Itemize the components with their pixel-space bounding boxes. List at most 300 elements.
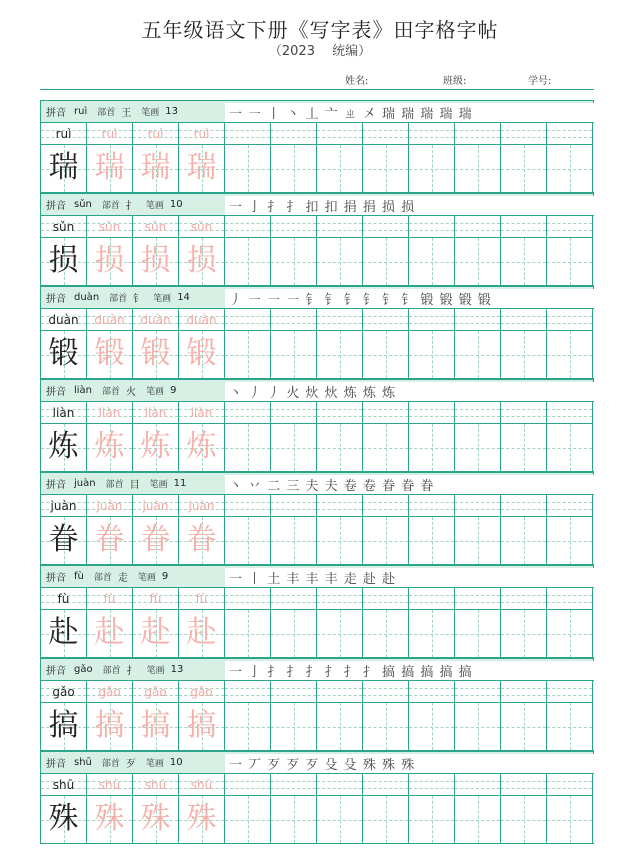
- character-info-bar: [40, 193, 594, 216]
- tianzige-cell[interactable]: [455, 145, 501, 192]
- character-trace: 瑞: [186, 150, 217, 185]
- header-divider: [40, 89, 594, 90]
- pinyin-model: ruì: [55, 127, 72, 141]
- tianzige-cell[interactable]: [179, 517, 225, 564]
- character-trace: 炼: [186, 429, 217, 464]
- pinyin-grid-row: [40, 681, 594, 703]
- tianzige-cell[interactable]: [455, 424, 501, 471]
- tianzige-cell[interactable]: [455, 517, 501, 564]
- pinyin-cell[interactable]: [87, 774, 133, 796]
- pinyin-trace: juàn: [96, 499, 123, 513]
- pinyin-label: 拼音: [46, 573, 66, 584]
- info-strokes: 14: [177, 292, 190, 303]
- hanzi-grid-row: [40, 331, 594, 379]
- pinyin-model: shū: [52, 778, 75, 792]
- info-radical: 王: [121, 108, 132, 119]
- tianzige-cell[interactable]: [133, 331, 179, 378]
- tianzige-cell[interactable]: [363, 331, 409, 378]
- tianzige-cell[interactable]: [363, 610, 409, 657]
- pinyin-cell[interactable]: [179, 216, 225, 238]
- tianzige-cell[interactable]: [179, 796, 225, 843]
- tianzige-cell[interactable]: [501, 703, 547, 750]
- pinyin-label: 拼音: [46, 759, 66, 770]
- tianzige-cell[interactable]: [501, 145, 547, 192]
- pinyin-cell[interactable]: [455, 402, 501, 424]
- tianzige-cell[interactable]: [317, 796, 363, 843]
- pinyin-cell[interactable]: [179, 774, 225, 796]
- tianzige-cell[interactable]: [87, 238, 133, 285]
- pinyin-model: fù: [57, 592, 70, 606]
- character-trace: 损: [186, 243, 217, 278]
- character-info-bar: [40, 472, 594, 495]
- stroke-order: 一 丨 土 丰 丰 丰 走 赴 赴: [225, 568, 595, 587]
- pinyin-cell[interactable]: [501, 681, 547, 703]
- pinyin-model: juàn: [50, 499, 77, 513]
- tianzige-cell[interactable]: [547, 331, 593, 378]
- pinyin-cell[interactable]: [547, 309, 593, 331]
- tianzige-cell[interactable]: [225, 424, 271, 471]
- stroke-order: 一 ㇐ 丨 丶 丄 亠 ㄓ 㐅 瑞 瑞 瑞 瑞 瑞: [225, 103, 595, 122]
- tianzige-cell[interactable]: [225, 703, 271, 750]
- info-strokes: 10: [169, 757, 183, 768]
- tianzige-cell[interactable]: [271, 238, 317, 285]
- pinyin-trace: sǔn: [190, 220, 213, 234]
- strokes-label: 笔画: [146, 387, 165, 397]
- character-trace: 殊: [186, 801, 217, 836]
- stroke-order: 一 亅 扌 扌 扣 扣 捐 捐 损 损: [225, 196, 595, 215]
- character-block: [40, 193, 594, 286]
- pinyin-trace: sǔn: [98, 220, 121, 234]
- tianzige-cell[interactable]: [363, 703, 409, 750]
- tianzige-cell[interactable]: [501, 796, 547, 843]
- tianzige-cell[interactable]: [41, 424, 87, 471]
- pinyin-cell[interactable]: [455, 681, 501, 703]
- tianzige-cell[interactable]: [363, 145, 409, 192]
- character-trace: 炼: [94, 429, 125, 464]
- tianzige-cell[interactable]: [41, 145, 87, 192]
- pinyin-cell[interactable]: [225, 216, 271, 238]
- pinyin-trace: gǎo: [98, 685, 121, 699]
- pinyin-cell[interactable]: [87, 495, 133, 517]
- tianzige-cell[interactable]: [225, 238, 271, 285]
- pinyin-grid-row: [40, 402, 594, 424]
- tianzige-cell[interactable]: [133, 145, 179, 192]
- pinyin-cell[interactable]: [133, 588, 179, 610]
- tianzige-cell[interactable]: [41, 703, 87, 750]
- pinyin-grid-row: [40, 774, 594, 796]
- strokes-label: 笔画: [137, 573, 156, 583]
- character-model: 瑞: [48, 150, 79, 185]
- tianzige-cell[interactable]: [547, 424, 593, 471]
- radical-label: 部首: [105, 480, 124, 490]
- pinyin-trace: fù: [149, 592, 162, 606]
- hanzi-grid-row: [40, 145, 594, 193]
- radical-label: 部首: [102, 387, 121, 397]
- pinyin-cell[interactable]: [87, 216, 133, 238]
- info-strokes: 10: [169, 199, 183, 210]
- pinyin-cell[interactable]: [409, 681, 455, 703]
- tianzige-cell[interactable]: [501, 517, 547, 564]
- pinyin-trace: liàn: [98, 406, 121, 420]
- pinyin-cell[interactable]: [133, 495, 179, 517]
- tianzige-cell[interactable]: [225, 145, 271, 192]
- tianzige-cell[interactable]: [455, 796, 501, 843]
- pinyin-cell[interactable]: [547, 216, 593, 238]
- character-info-bar: [40, 286, 594, 309]
- tianzige-cell[interactable]: [409, 238, 455, 285]
- tianzige-cell[interactable]: [455, 703, 501, 750]
- info-radical: 扌: [125, 201, 136, 212]
- pinyin-cell[interactable]: [455, 309, 501, 331]
- tianzige-cell[interactable]: [455, 331, 501, 378]
- pinyin-label: 拼音: [46, 201, 66, 212]
- pinyin-cell[interactable]: [87, 123, 133, 145]
- pinyin-trace: ruì: [147, 127, 164, 141]
- tianzige-cell[interactable]: [179, 238, 225, 285]
- tianzige-cell[interactable]: [455, 610, 501, 657]
- pinyin-cell[interactable]: [363, 309, 409, 331]
- tianzige-cell[interactable]: [87, 517, 133, 564]
- tianzige-cell[interactable]: [179, 610, 225, 657]
- tianzige-cell[interactable]: [225, 331, 271, 378]
- tianzige-cell[interactable]: [547, 517, 593, 564]
- pinyin-cell[interactable]: [133, 309, 179, 331]
- stroke-order: 一 丆 歹 歹 歹 殳 殳 殊 殊 殊: [225, 754, 595, 773]
- pinyin-cell[interactable]: [41, 123, 87, 145]
- pinyin-cell[interactable]: [501, 402, 547, 424]
- tianzige-cell[interactable]: [133, 517, 179, 564]
- pinyin-trace: shū: [190, 778, 213, 792]
- tianzige-cell[interactable]: [41, 796, 87, 843]
- tianzige-cell[interactable]: [133, 796, 179, 843]
- hanzi-grid-row: [40, 517, 594, 565]
- character-trace: 殊: [140, 801, 171, 836]
- radical-label: 部首: [101, 201, 120, 211]
- character-trace: 眷: [186, 522, 217, 557]
- pinyin-trace: fù: [103, 592, 116, 606]
- pinyin-cell[interactable]: [317, 681, 363, 703]
- tianzige-cell[interactable]: [271, 331, 317, 378]
- tianzige-cell[interactable]: [271, 796, 317, 843]
- pinyin-trace: duàn: [94, 313, 125, 327]
- pinyin-cell[interactable]: [179, 681, 225, 703]
- pinyin-cell[interactable]: [501, 216, 547, 238]
- pinyin-cell[interactable]: [363, 216, 409, 238]
- tianzige-cell[interactable]: [317, 424, 363, 471]
- stroke-order: 一 亅 扌 扌 扌 扌 扌 扌 搞 搞 搞 搞 搞: [225, 661, 595, 680]
- pinyin-trace: liàn: [144, 406, 167, 420]
- tianzige-cell[interactable]: [271, 610, 317, 657]
- pinyin-cell[interactable]: [501, 495, 547, 517]
- tianzige-cell[interactable]: [547, 145, 593, 192]
- pinyin-cell[interactable]: [455, 774, 501, 796]
- pinyin-cell[interactable]: [547, 774, 593, 796]
- pinyin-cell[interactable]: [179, 495, 225, 517]
- tianzige-cell[interactable]: [271, 424, 317, 471]
- pinyin-cell[interactable]: [363, 495, 409, 517]
- tianzige-cell[interactable]: [87, 610, 133, 657]
- pinyin-cell[interactable]: [547, 402, 593, 424]
- tianzige-cell[interactable]: [409, 796, 455, 843]
- pinyin-grid-row: [40, 495, 594, 517]
- pinyin-cell[interactable]: [225, 402, 271, 424]
- pinyin-cell[interactable]: [271, 774, 317, 796]
- character-model: 损: [48, 243, 79, 278]
- tianzige-cell[interactable]: [409, 331, 455, 378]
- character-block: [40, 565, 594, 658]
- pinyin-cell[interactable]: [87, 588, 133, 610]
- pinyin-cell[interactable]: [225, 309, 271, 331]
- pinyin-trace: liàn: [190, 406, 213, 420]
- tianzige-cell[interactable]: [179, 703, 225, 750]
- tianzige-cell[interactable]: [317, 610, 363, 657]
- strokes-label: 笔画: [146, 666, 165, 676]
- pinyin-cell[interactable]: [133, 774, 179, 796]
- pinyin-grid-row: [40, 123, 594, 145]
- tianzige-cell[interactable]: [501, 424, 547, 471]
- character-trace: 瑞: [140, 150, 171, 185]
- pinyin-cell[interactable]: [547, 681, 593, 703]
- tianzige-cell[interactable]: [317, 145, 363, 192]
- pinyin-cell[interactable]: [317, 402, 363, 424]
- tianzige-cell[interactable]: [133, 238, 179, 285]
- tianzige-cell[interactable]: [317, 517, 363, 564]
- pinyin-cell[interactable]: [271, 216, 317, 238]
- pinyin-cell[interactable]: [317, 216, 363, 238]
- info-pinyin: ruì: [74, 106, 88, 117]
- tianzige-cell[interactable]: [501, 238, 547, 285]
- tianzige-cell[interactable]: [225, 610, 271, 657]
- pinyin-cell[interactable]: [271, 681, 317, 703]
- pinyin-cell[interactable]: [363, 123, 409, 145]
- pinyin-label: 拼音: [46, 480, 66, 491]
- tianzige-cell[interactable]: [41, 238, 87, 285]
- pinyin-cell[interactable]: [547, 495, 593, 517]
- tianzige-cell[interactable]: [317, 331, 363, 378]
- pinyin-trace: sǔn: [144, 220, 167, 234]
- pinyin-cell[interactable]: [41, 681, 87, 703]
- page-subtitle: （2023 统编）: [268, 44, 372, 59]
- pinyin-cell[interactable]: [409, 216, 455, 238]
- tianzige-cell[interactable]: [87, 703, 133, 750]
- pinyin-cell[interactable]: [363, 588, 409, 610]
- tianzige-cell[interactable]: [271, 703, 317, 750]
- strokes-label: 笔画: [153, 294, 172, 304]
- tianzige-cell[interactable]: [547, 238, 593, 285]
- page-title: 五年级语文下册《写字表》田字格字帖: [141, 18, 499, 42]
- character-trace: 锻: [140, 336, 171, 371]
- pinyin-trace: juàn: [142, 499, 169, 513]
- tianzige-cell[interactable]: [501, 331, 547, 378]
- tianzige-cell[interactable]: [409, 517, 455, 564]
- pinyin-cell[interactable]: [501, 588, 547, 610]
- tianzige-cell[interactable]: [501, 610, 547, 657]
- pinyin-cell[interactable]: [455, 216, 501, 238]
- pinyin-cell[interactable]: [87, 681, 133, 703]
- tianzige-cell[interactable]: [547, 703, 593, 750]
- pinyin-cell[interactable]: [225, 123, 271, 145]
- character-block: [40, 472, 594, 565]
- hanzi-grid-row: [40, 703, 594, 751]
- pinyin-cell[interactable]: [455, 588, 501, 610]
- pinyin-cell[interactable]: [87, 402, 133, 424]
- character-block: [40, 379, 594, 472]
- pinyin-cell[interactable]: [179, 123, 225, 145]
- tianzige-cell[interactable]: [87, 331, 133, 378]
- pinyin-label: 拼音: [46, 387, 66, 398]
- pinyin-cell[interactable]: [363, 774, 409, 796]
- tianzige-cell[interactable]: [409, 703, 455, 750]
- tianzige-cell[interactable]: [41, 517, 87, 564]
- tianzige-cell[interactable]: [87, 145, 133, 192]
- strokes-label: 笔画: [149, 480, 168, 490]
- tianzige-cell[interactable]: [225, 517, 271, 564]
- tianzige-cell[interactable]: [271, 517, 317, 564]
- hanzi-grid-row: [40, 796, 594, 844]
- info-radical: 钅: [133, 294, 144, 305]
- tianzige-cell[interactable]: [179, 424, 225, 471]
- pinyin-trace: gǎo: [190, 685, 213, 699]
- pinyin-cell[interactable]: [41, 774, 87, 796]
- pinyin-cell[interactable]: [317, 774, 363, 796]
- info-pinyin: gǎo: [74, 664, 93, 675]
- tianzige-cell[interactable]: [317, 238, 363, 285]
- pinyin-cell[interactable]: [455, 495, 501, 517]
- strokes-label: 笔画: [145, 201, 164, 211]
- pinyin-cell[interactable]: [133, 123, 179, 145]
- pinyin-cell[interactable]: [409, 495, 455, 517]
- tianzige-cell[interactable]: [317, 703, 363, 750]
- pinyin-cell[interactable]: [409, 123, 455, 145]
- tianzige-cell[interactable]: [133, 703, 179, 750]
- pinyin-cell[interactable]: [225, 588, 271, 610]
- tianzige-cell[interactable]: [179, 331, 225, 378]
- pinyin-cell[interactable]: [133, 402, 179, 424]
- tianzige-cell[interactable]: [455, 238, 501, 285]
- pinyin-cell[interactable]: [41, 588, 87, 610]
- pinyin-cell[interactable]: [409, 309, 455, 331]
- pinyin-cell[interactable]: [225, 681, 271, 703]
- pinyin-trace: fù: [195, 592, 208, 606]
- pinyin-trace: shū: [98, 778, 121, 792]
- pinyin-cell[interactable]: [225, 495, 271, 517]
- info-radical: 扌: [126, 666, 137, 677]
- pinyin-cell[interactable]: [271, 123, 317, 145]
- character-trace: 眷: [94, 522, 125, 557]
- pinyin-trace: gǎo: [144, 685, 167, 699]
- pinyin-cell[interactable]: [409, 402, 455, 424]
- info-strokes: 13: [165, 106, 178, 117]
- pinyin-cell[interactable]: [41, 309, 87, 331]
- pinyin-cell[interactable]: [501, 123, 547, 145]
- pinyin-trace: ruì: [101, 127, 118, 141]
- pinyin-cell[interactable]: [363, 681, 409, 703]
- tianzige-cell[interactable]: [179, 145, 225, 192]
- pinyin-cell[interactable]: [87, 309, 133, 331]
- tianzige-cell[interactable]: [41, 610, 87, 657]
- tianzige-cell[interactable]: [363, 238, 409, 285]
- character-model: 殊: [48, 801, 79, 836]
- tianzige-cell[interactable]: [363, 517, 409, 564]
- pinyin-cell[interactable]: [501, 774, 547, 796]
- info-strokes: 9: [161, 571, 169, 582]
- info-strokes: 13: [170, 664, 184, 675]
- tianzige-cell[interactable]: [41, 331, 87, 378]
- info-radical: 目: [129, 480, 140, 491]
- info-strokes: 9: [170, 385, 177, 396]
- pinyin-cell[interactable]: [317, 588, 363, 610]
- pinyin-cell[interactable]: [547, 123, 593, 145]
- pinyin-cell[interactable]: [271, 495, 317, 517]
- character-info-bar: [40, 100, 594, 123]
- pinyin-cell[interactable]: [409, 774, 455, 796]
- character-info-bar: [40, 379, 594, 402]
- pinyin-grid-row: [40, 588, 594, 610]
- tianzige-cell[interactable]: [87, 424, 133, 471]
- tianzige-cell[interactable]: [133, 610, 179, 657]
- tianzige-cell[interactable]: [409, 424, 455, 471]
- tianzige-cell[interactable]: [547, 610, 593, 657]
- tianzige-cell[interactable]: [271, 145, 317, 192]
- character-trace: 殊: [94, 801, 125, 836]
- tianzige-cell[interactable]: [363, 424, 409, 471]
- info-radical: 走: [117, 573, 128, 584]
- pinyin-cell[interactable]: [41, 495, 87, 517]
- info-radical: 歹: [125, 759, 136, 770]
- tianzige-cell[interactable]: [409, 145, 455, 192]
- character-model: 炼: [48, 429, 79, 464]
- pinyin-cell[interactable]: [363, 402, 409, 424]
- character-model: 搞: [48, 708, 79, 743]
- pinyin-model: sǔn: [52, 220, 75, 234]
- pinyin-cell[interactable]: [501, 309, 547, 331]
- tianzige-cell[interactable]: [547, 796, 593, 843]
- pinyin-cell[interactable]: [41, 402, 87, 424]
- pinyin-cell[interactable]: [41, 216, 87, 238]
- pinyin-cell[interactable]: [547, 588, 593, 610]
- character-trace: 损: [140, 243, 171, 278]
- strokes-label: 笔画: [145, 759, 164, 769]
- pinyin-cell[interactable]: [271, 588, 317, 610]
- tianzige-cell[interactable]: [225, 796, 271, 843]
- pinyin-cell[interactable]: [409, 588, 455, 610]
- pinyin-cell[interactable]: [455, 123, 501, 145]
- tianzige-cell[interactable]: [133, 424, 179, 471]
- pinyin-trace: duàn: [186, 313, 217, 327]
- tianzige-cell[interactable]: [409, 610, 455, 657]
- character-model: 锻: [48, 336, 79, 371]
- pinyin-cell[interactable]: [179, 309, 225, 331]
- student-id-label: 学号:: [528, 76, 552, 87]
- tianzige-cell[interactable]: [87, 796, 133, 843]
- practice-sheet: [40, 100, 594, 844]
- pinyin-cell[interactable]: [133, 216, 179, 238]
- tianzige-cell[interactable]: [363, 796, 409, 843]
- pinyin-cell[interactable]: [271, 309, 317, 331]
- pinyin-label: 拼音: [46, 294, 66, 305]
- pinyin-cell[interactable]: [179, 588, 225, 610]
- info-pinyin: duàn: [74, 292, 100, 303]
- pinyin-cell[interactable]: [271, 402, 317, 424]
- pinyin-cell[interactable]: [225, 774, 271, 796]
- pinyin-grid-row: [40, 309, 594, 331]
- pinyin-cell[interactable]: [317, 495, 363, 517]
- pinyin-cell[interactable]: [317, 309, 363, 331]
- info-radical: 火: [126, 387, 137, 398]
- pinyin-cell[interactable]: [317, 123, 363, 145]
- pinyin-cell[interactable]: [133, 681, 179, 703]
- pinyin-cell[interactable]: [179, 402, 225, 424]
